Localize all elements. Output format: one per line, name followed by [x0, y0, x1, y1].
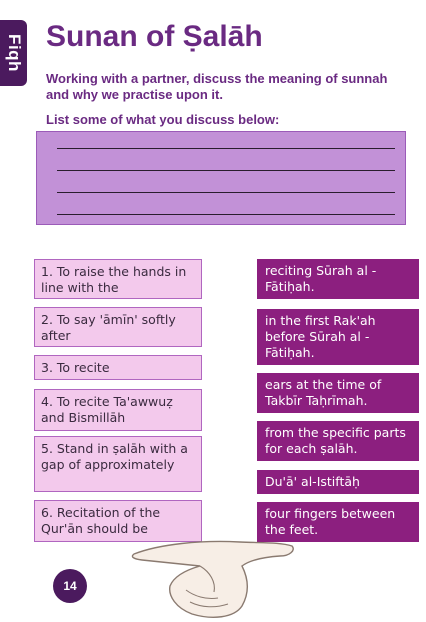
sentence-start-6[interactable]: 6. Recitation of the Qur'ān should be — [34, 500, 202, 542]
page-number: 14 — [63, 579, 77, 593]
sentence-start-4[interactable]: 4. To recite Ta'awwuẓ and Bismillāh — [34, 389, 202, 431]
sentence-end-1[interactable]: reciting Sūrah al - Fātiḥah. — [257, 259, 419, 299]
writing-line — [57, 192, 395, 193]
writing-line — [57, 148, 395, 149]
instruction-list: List some of what you discuss below: — [46, 112, 280, 127]
writing-line — [57, 170, 395, 171]
writing-line — [57, 214, 395, 215]
sentence-end-6[interactable]: four fingers between the feet. — [257, 502, 419, 542]
sentence-end-3[interactable]: ears at the time of Takbīr Taḥrīmah. — [257, 373, 419, 413]
page-title: Sunan of Ṣalāh — [46, 20, 263, 53]
hand-illustration — [130, 530, 300, 622]
sentence-end-5[interactable]: Du'ā' al-Istiftāḥ — [257, 470, 419, 494]
sentence-end-2[interactable]: in the first Rak'ah before Sūrah al - Fātiḥah. — [257, 309, 419, 365]
sentence-start-5[interactable]: 5. Stand in ṣalāh with a gap of approximately — [34, 436, 202, 492]
section-tab-label: Fiqh — [4, 34, 24, 72]
sentence-start-3[interactable]: 3. To recite — [34, 355, 202, 380]
sentence-start-1[interactable]: 1. To raise the hands in line with the — [34, 259, 202, 299]
sentence-start-2[interactable]: 2. To say 'āmīn' softly after — [34, 307, 202, 347]
page-number-badge — [53, 569, 87, 603]
section-tab-fiqh — [0, 20, 27, 86]
sentence-end-4[interactable]: from the specific parts for each ṣalāh. — [257, 421, 419, 461]
instruction-discuss: Working with a partner, discuss the meaning of sunnah and why we practise upon it. — [46, 71, 388, 102]
writing-area[interactable] — [36, 131, 406, 225]
